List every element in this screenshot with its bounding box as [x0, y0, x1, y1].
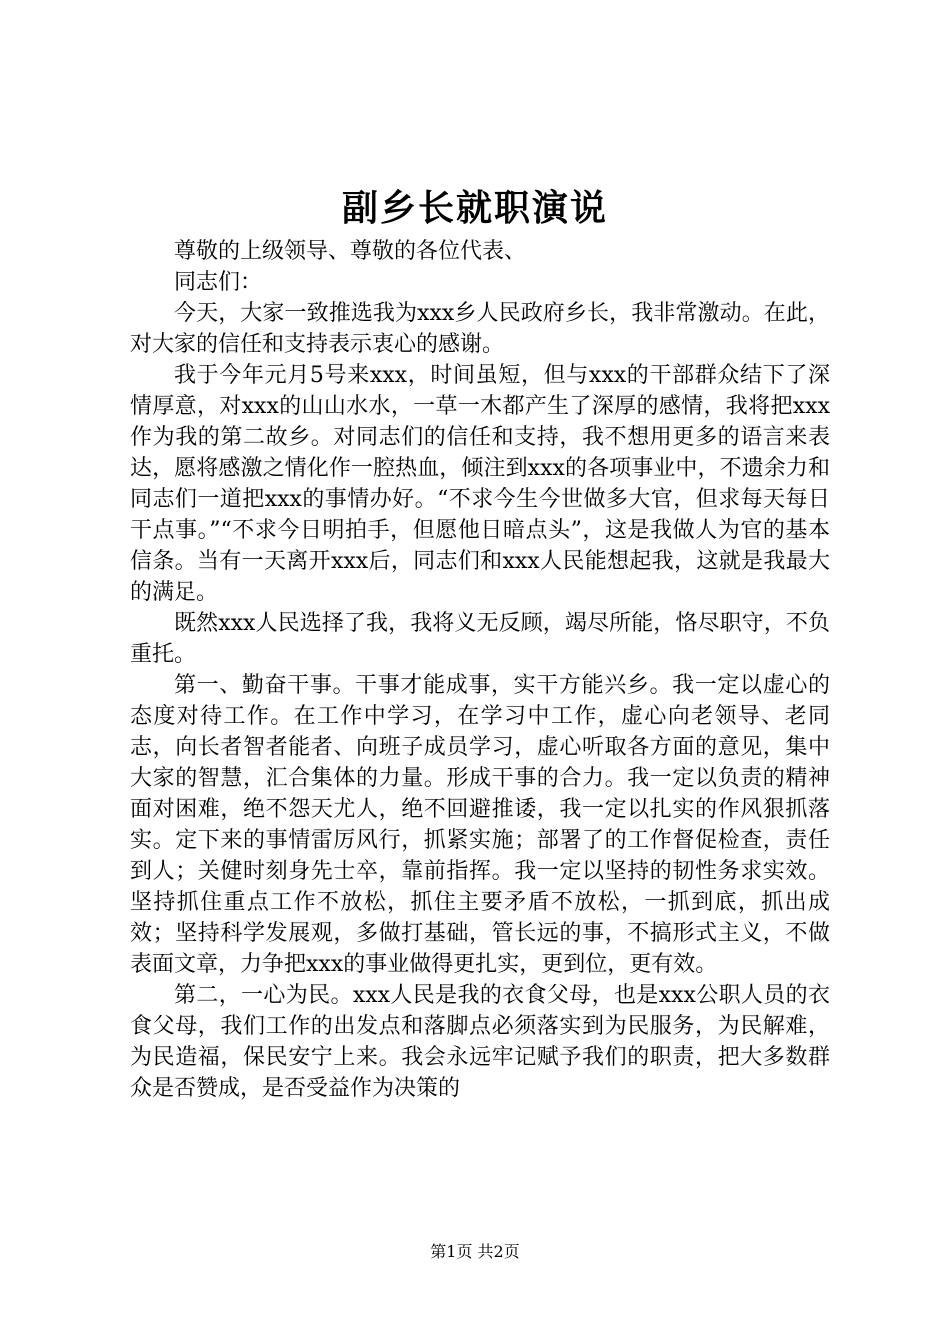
- paragraph-commitment: 既然xxx人民选择了我，我将义无反顾，竭尽所能，恪尽职守，不负重托。: [130, 611, 830, 667]
- document-body: [130, 236, 830, 1104]
- paragraph-intro: 今天，大家一致推选我为xxx乡人民政府乡长，我非常激动。在此，对大家的信任和支持表示衷心的感谢。: [130, 301, 830, 357]
- paragraph-point-two: 第二，一心为民。xxx人民是我的衣食父母，也是xxx公职人员的衣食父母，我们工作的出发点和落脚点必须落实到为民服务，为民解难，为民造福，保民安宁上来。我会永远牢记赋予我们的职责，把大多数群众是否赞成，是否受益作为决策的: [130, 983, 830, 1101]
- paragraph-background: 我于今年元月5号来xxx，时间虽短，但与xxx的干部群众结下了深情厚意，对xxx的山山水水，一草一木都产生了深厚的感情，我将把xxx作为我的第二故乡。对同志们的信任和支持，我不想用更多的语言来表达，愿将感激之情化作一腔热血，倾注到xxx的各项事业中，不遗余力和同志们一道把xxx的事情办好。“不求今生今世做多大官，但求每天每日干点事。”“不求今日明拍手，但愿他日暗点头”，这是我做人为官的基本信条。当有一天离开xxx后，同志们和xxx人民能想起我，这就是我最大的满足。: [130, 363, 830, 605]
- page-number-footer: 第1页 共2页: [430, 1242, 520, 1261]
- salutation-line-1: 尊敬的上级领导、尊敬的各位代表、: [174, 239, 527, 264]
- paragraph-point-one: 第一、勤奋干事。干事才能成事，实干方能兴乡。我一定以虚心的态度对待工作。在工作中学习，在学习中工作，虚心向老领导、老同志，向长者智者能者、向班子成员学习，虚心听取各方面的意见，集中大家的智慧，汇合集体的力量。形成干事的合力。我一定以负责的精神面对困难，绝不怨天尤人，绝不回避推诿，我一定以扎实的作风狠抓落实。定下来的事情雷厉风行，抓紧实施；部署了的工作督促检查，责任到人；关健时刻身先士卒，靠前指挥。我一定以坚持的韧性务求实效。坚持抓住重点工作不放松，抓住主要矛盾不放松，一抓到底，抓出成效；坚持科学发展观，多做打基础，管长远的事，不搞形式主义，不做表面文章，力争把xxx的事业做得更扎实，更到位，更有效。: [130, 673, 830, 977]
- salutation-line-2: 同志们：: [174, 270, 263, 295]
- document-title: 副乡长就职演说: [341, 187, 608, 229]
